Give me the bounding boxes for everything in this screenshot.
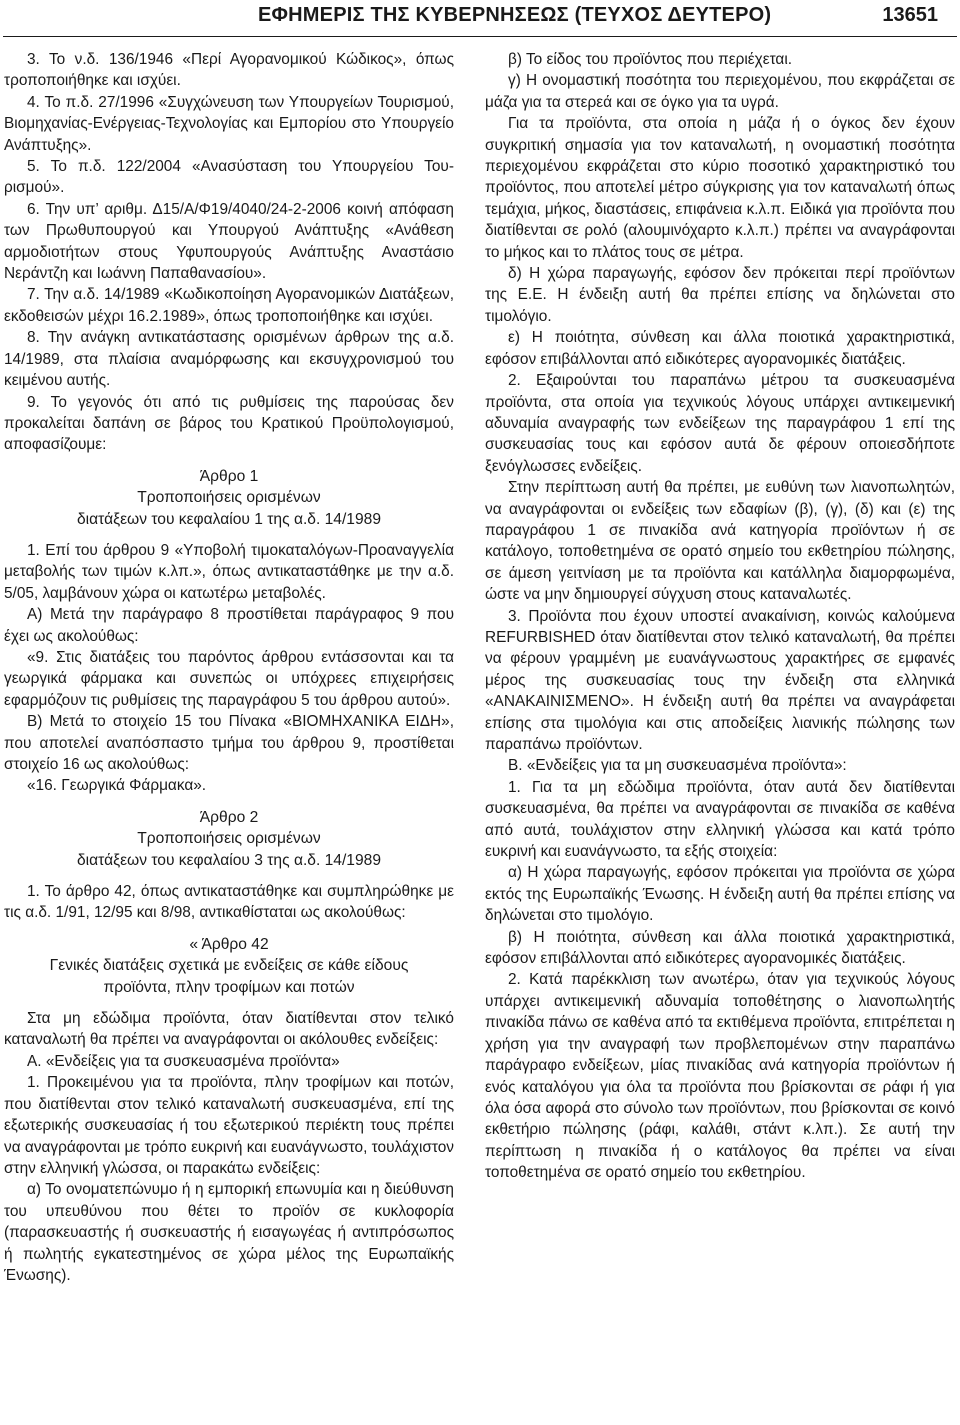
paragraph: 8. Την ανάγκη αντικατάστασης ορισμένων άρθρων της α.δ. 14/1989, στα πλαίσια αναμόρφωσης και εκσυγχρονισμού του κειμένου αυτής. [4,329,454,390]
paragraph: α) Το ονοματεπώνυμο ή η εμπορική επωνυμία και η διεύθυνση του υπευθύνου που θέτει το προϊόν σε κυκλοφορία (παρασκευαστής ή συσκευαστής ή εισαγωγέας ή αντιπρόσωπος ή πωλητής εγκατεστημένος σε χώρα μέλος της Ευρωπαϊκής Ένωσης). [4,1181,454,1284]
article-1-heading [4,466,454,530]
paragraph: Στην περίπτωση αυτή θα πρέπει, με ευθύνη των λιανοπωλητών, να αναγράφονται οι ενδείξεις των εδαφίων (β), (γ), (δ) και (ε) της παραγράφου 1 σε πινακίδα ανά κατηγορία προϊόντων ή σε κατάλογο, τοποθετημένα σε ορατό σημείο του εκθετηρίου πώλησης, σε άμεση γειτνίαση με τα προϊόντα και κατάλληλα διαμορφωμένα, ώστε να μην δημιουργεί σύγχυση στους καταναλωτές. [485,479,955,604]
paragraph: 4. Το π.δ. 27/1996 «Συγχώνευση των Υπουργείων Τουρισμού, Βιομηχανίας-Ενέργειας-Τεχνολογίας και Εμπορίου στο Υπουργείο Ανάπτυξης». [4,93,454,154]
article-subtitle: διατάξεων του κεφαλαίου 1 της α.δ. 14/1989 [76,510,382,528]
article-subtitle: Γενικές διατάξεις σχετικά με ενδείξεις σε κάθε είδους [49,957,409,975]
paragraph: 5. Το π.δ. 122/2004 «Ανασύσταση του Υπουργείου Τουρισμού». [4,158,454,197]
page-header [0,4,960,40]
article-title: Άρθρο 1 [199,467,259,485]
left-column [4,49,454,1286]
paragraph: Β. «Ενδείξεις για τα μη συσκευασμένα προϊόντα»: [508,757,847,775]
paragraph: γ) Η ονομαστική ποσότητα του περιεχομένου, που εκφράζεται σε μάζα για τα στερεά και σε όγκο για τα υγρά. [485,72,955,111]
article-subtitle: Τροποποιήσεις ορισμένων [137,830,321,848]
paragraph: 6. Την υπ’ αριθμ. Δ15/Α/Φ19/4040/24-2-2006 κοινή απόφαση των Πρωθυπουργού και Υπουργού Ανάπτυξης «Ανάθεση αρμοδιοτήτων στους Υφυπουργούς Ανάπτυξης Αναστάσιο Νεράντζη και Ιωάννη Παπαθανασίου». [4,200,454,283]
article-title: Άρθρο 2 [199,808,259,826]
paragraph: 9. Το γεγονός ότι από τις ρυθμίσεις της παρούσας δεν προκαλείται δαπάνη σε βάρος του Κρατικού Προϋπολογισμού, αποφασίζουμε: [4,393,454,454]
paragraph: «9. Στις διατάξεις του παρόντος άρθρου εντάσσονται και τα γεωργικά φάρμακα και συνεπώς οι υπόχρεες επιχειρήσεις εφαρμόζουν τις ρυθμίσεις της παραγράφου 5 του άρθρου αυτού». [4,648,454,709]
paragraph: 1. Για τα μη εδώδιμα προϊόντα, όταν αυτά δεν διατίθενται συσκευασμένα, θα πρέπει να αναγράφονται σε πινακίδα σε καθένα από αυτά, τουλάχιστον στην ελληνική γλώσσα και κατά τρόπο ευκρινή και ευανάγνωστο, τα εξής στοιχεία: [485,778,955,861]
article-subtitle: διατάξεων του κεφαλαίου 3 της α.δ. 14/1989 [76,851,382,869]
paragraph: 2. Κατά παρέκκλιση των ανωτέρω, όταν για τεχνικούς λόγους υπάρχει αντικειμενική αδυναμία τοποθέτησης ο λιανοπωλητής πινακίδα πάνω σε καθένα από τα εκτιθέμενα προϊόντα, επιτρέπεται η χρήση για την αναγραφή των προβλεπομένων στην παραπάνω παράγραφο ενδείξεων, μίας πινακίδας ανά κατηγορία προϊόντων ή ενός καταλόγου για όλα τα προϊόντα που βρίσκονται σε ράφι ή για όλα όσα αφορά στο σύνολο των προϊόντων, που βρίσκονται σε κοινό εκθετήριο πώλησης (ράφι, καλάθι, στάντ κ.λπ.). Σε αυτή την περίπτωση η πινακίδα ή ο κατάλογος θα πρέπει να είναι τοποθετημένα σε ορατό σημείο του εκθετηρίου. [485,971,955,1182]
article-2-heading [4,807,454,871]
paragraph: 1. Προκειμένου για τα προϊόντα, πλην τροφίμων και ποτών, που διατίθενται στον τελικό καταναλωτή συσκευασμένα, επί της εξωτερικής συσκευασίας ή του εξωτερικού περιέκτη τους πρέπει να αναγράφονται με τρόπο ευκρινή και ευανάγνωστο, τουλάχιστον στην ελληνική γλώσσα, οι παρακάτω ενδείξεις: [4,1074,454,1177]
paragraph: β) Το είδος του προϊόντος που περιέχεται. [508,51,793,68]
paragraph: ε) Η ποιότητα, σύνθεση και άλλα ποιοτικά χαρακτηριστικά, εφόσον επιβάλλονται από ειδικότερες αγορανομικές διατάξεις. [485,329,955,368]
paragraph: 2. Εξαιρούνται του παραπάνω μέτρου τα συσκευασμένα προϊόντα, στα οποία για τεχνικούς λόγους υπάρχει αντικειμενική αδυναμία αναγραφής των ενδείξεων της παραγράφου 1 επί της συσκευασίας τους και εφόσον αυτά δε φέρουν οποιεσδήποτε ξενόγλωσσες ενδείξεις. [485,372,955,475]
paragraph: β) Η ποιότητα, σύνθεση και άλλα ποιοτικά χαρακτηριστικά, εφόσον επιβάλλονται από ειδικότερες αγορανομικές διατάξεις. [485,928,955,968]
paragraph: «16. Γεωργικά Φάρμακα». [27,777,207,795]
paragraph: 1. Επί του άρθρου 9 «Υποβολή τιμοκαταλόγων-Προαναγγελία μεταβολής των τιμών κ.λπ.», όπως αντικαταστάθηκε με την α.δ. 5/05, λαμβάνουν χώρα οι κατωτέρω μεταβολές. [4,541,454,602]
paragraph: 3. Προϊόντα που έχουν υποστεί ανακαίνιση, κοινώς καλούμενα REFURBISHED όταν διατίθενται στον τελικό καταναλωτή, θα πρέπει να φέρουν γραμμένη με ευανάγνωστους χαρακτήρες σε εμφανές μέρος της συσκευασίας τους την ένδειξη στα ελληνικά «ΑΝΑΚΑΙΝΙΣΜΕΝΟ». Η ένδειξη αυτή θα πρέπει να αναγράφεται επίσης στα τιμολόγια και στις αποδείξεις λιανικής πώλησης των παραπάνω προϊόντων. [485,607,955,753]
article-subtitle: Τροποποιήσεις ορισμένων [137,489,321,507]
header-rule [3,36,957,37]
paragraph: 7. Την α.δ. 14/1989 «Κωδικοποίηση Αγορανομικών Διατάξεων, εκδοθεισών μέχρι 16.2.1989», όπως τροποποιήθηκε και ισχύει. [4,286,454,325]
right-column [485,49,955,1184]
paragraph: 1. Το άρθρο 42, όπως αντικαταστάθηκε και συμπληρώθηκε με τις α.δ. 1/91, 12/95 και 8/98, αντικαθίσταται ως ακολούθως: [4,883,454,922]
article-title: « Άρθρο 42 [189,935,269,953]
article-subtitle: προϊόντα, πλην τροφίμων και ποτών [103,978,355,996]
paragraph: Για τα προϊόντα, στα οποία η μάζα ή ο όγκος δεν έχουν συγκριτική σημασία για τον καταναλωτή, η ονομαστική ποσότητα περιεχομένου εκφράζεται στο κύριο ποσοτικό χαρακτηριστικό του προϊόντος, που αποτελεί μέτρο σύγκρισης για τον καταναλωτή όπως τεμάχια, μήκος, διαστάσεις, επιφάνεια κ.λ.π. Ειδικά για προϊόντα που διατίθενται σε ρολό (αλουμινόχαρτο κ.λ.π.) πρέπει να αναγράφονται το μήκος και το πλάτος τους σε μέτρα. [485,115,955,261]
paragraph: Β) Μετά το στοιχείο 15 του Πίνακα «ΒΙΟΜΗΧΑΝΙΚΑ ΕΙΔΗ», που αποτελεί αναπόσπαστο τμήμα του άρθρου 9, προστίθεται στοιχείο 16 ως ακολούθως: [4,713,454,773]
paragraph: α) Η χώρα παραγωγής, εφόσον πρόκειται για προϊόντα σε χώρα εκτός της Ευρωπαϊκής Ένωσης. Η ένδειξη αυτή θα πρέπει επίσης να δηλώνεται στο τιμολόγιο. [485,864,955,925]
gazette-title: ΕΦΗΜΕΡΙΣ ΤΗΣ ΚΥΒΕΡΝΗΣΕΩΣ (ΤΕΥΧΟΣ ΔΕΥΤΕΡΟ) [258,4,772,26]
paragraph: Στα μη εδώδιμα προϊόντα, όταν διατίθενται στον τελικό καταναλωτή θα πρέπει να αναγράφονται οι ακόλουθες ενδείξεις: [4,1010,454,1049]
paragraph: 3. Το ν.δ. 136/1946 «Περί Αγορανομικού Κώδικος», όπως τροποποιήθηκε και ισχύει. [4,51,454,90]
paragraph: δ) Η χώρα παραγωγής, εφόσον δεν πρόκειται περί προϊόντων της Ε.Ε. Η ένδειξη αυτή θα πρέπει επίσης να δηλώνεται στο τιμολόγιο. [485,265,955,325]
article-42-heading [4,934,454,998]
paragraph: Α) Μετά την παράγραφο 8 προστίθεται παράγραφος 9 που έχει ως ακολούθως: [4,606,454,645]
page-number: 13651 [882,4,938,26]
paragraph: Α. «Ενδείξεις για τα συσκευασμένα προϊόντα» [27,1052,340,1070]
